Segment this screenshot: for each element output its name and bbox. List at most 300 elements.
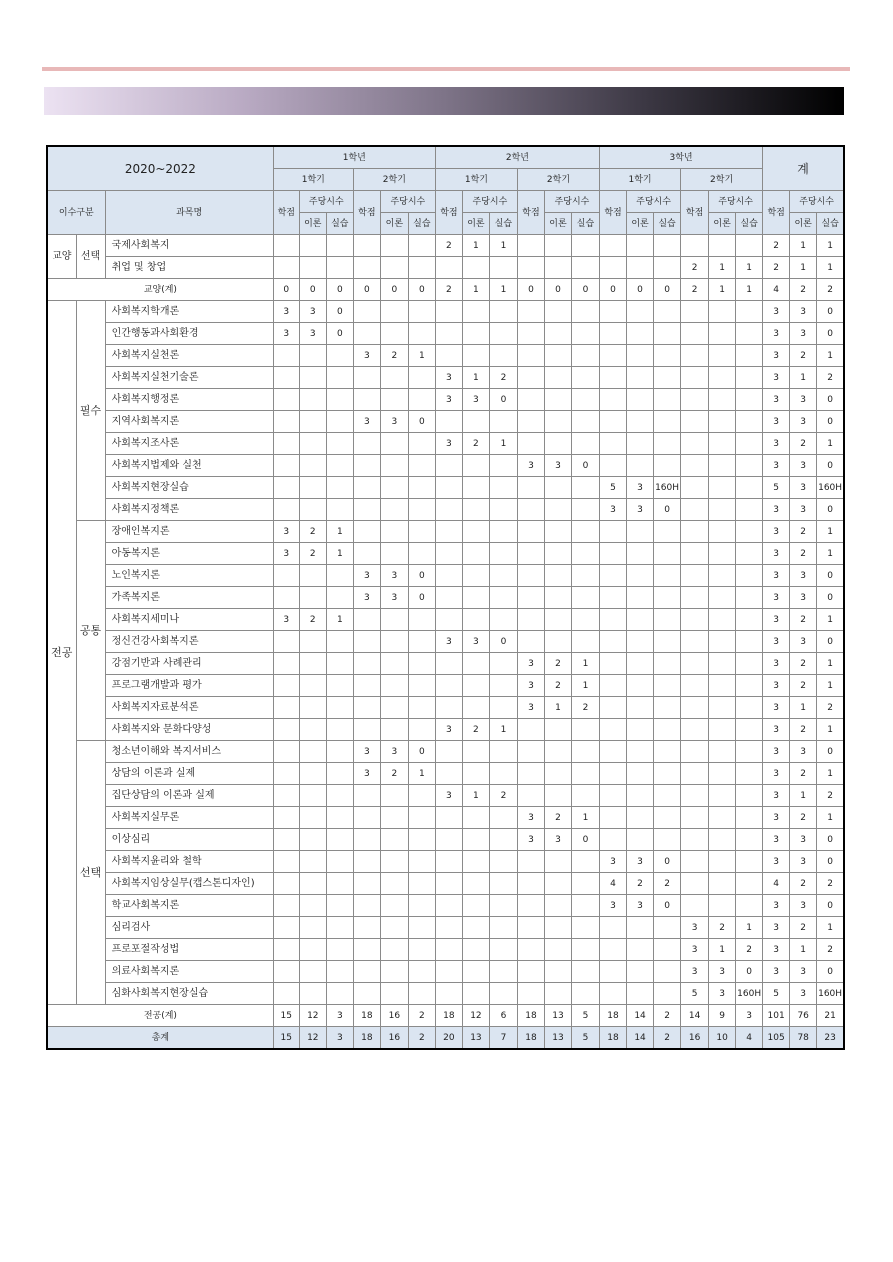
value-cell (544, 235, 571, 257)
table-row (47, 499, 844, 521)
table-row (47, 763, 844, 785)
value-cell: 3 (273, 543, 299, 565)
value-cell: 3 (273, 521, 299, 543)
value-cell: 0 (817, 895, 844, 917)
value-cell: 3 (790, 895, 817, 917)
value-cell (627, 829, 654, 851)
value-cell (353, 235, 380, 257)
value-cell (600, 543, 627, 565)
value-cell: 3 (600, 499, 627, 521)
value-cell: 0 (817, 961, 844, 983)
value-cell (489, 851, 517, 873)
value-cell (571, 609, 599, 631)
value-cell: 3 (790, 323, 817, 345)
value-cell (600, 565, 627, 587)
value-cell (273, 499, 299, 521)
value-cell: 14 (681, 1005, 709, 1027)
value-cell (681, 433, 709, 455)
value-cell (736, 587, 763, 609)
value-cell (681, 719, 709, 741)
value-cell (544, 763, 571, 785)
course-name: 취업 및 창업 (105, 257, 273, 279)
value-cell (627, 521, 654, 543)
value-cell (600, 939, 627, 961)
value-cell (681, 411, 709, 433)
value-cell (353, 697, 380, 719)
value-cell: 1 (790, 257, 817, 279)
theory-header: 이론 (627, 213, 654, 235)
value-cell: 2 (736, 939, 763, 961)
value-cell: 3 (380, 741, 408, 763)
value-cell (709, 719, 736, 741)
value-cell (462, 323, 489, 345)
value-cell: 2 (763, 235, 790, 257)
value-cell (600, 741, 627, 763)
value-cell (654, 675, 681, 697)
value-cell (326, 587, 353, 609)
value-cell: 2 (790, 433, 817, 455)
value-cell (709, 851, 736, 873)
value-cell (353, 477, 380, 499)
value-cell: 1 (709, 257, 736, 279)
value-cell (462, 983, 489, 1005)
value-cell: 0 (408, 741, 435, 763)
course-name: 강점기반과 사례관리 (105, 653, 273, 675)
value-cell: 2 (790, 873, 817, 895)
value-cell (326, 741, 353, 763)
value-cell (517, 433, 544, 455)
value-cell (681, 345, 709, 367)
value-cell (544, 367, 571, 389)
value-cell: 160H (817, 477, 844, 499)
value-cell (517, 741, 544, 763)
value-cell (654, 719, 681, 741)
value-cell (736, 235, 763, 257)
value-cell (408, 389, 435, 411)
subcategory-seontaek: 선택 (76, 235, 105, 279)
value-cell (571, 917, 599, 939)
value-cell: 1 (736, 279, 763, 301)
value-cell (273, 807, 299, 829)
value-cell (654, 763, 681, 785)
value-cell: 5 (571, 1005, 599, 1027)
value-cell (408, 829, 435, 851)
course-header: 과목명 (105, 191, 273, 235)
value-cell: 3 (517, 829, 544, 851)
value-cell (517, 521, 544, 543)
value-cell (462, 499, 489, 521)
table-row (47, 543, 844, 565)
value-cell: 3 (462, 631, 489, 653)
value-cell (380, 367, 408, 389)
value-cell (736, 763, 763, 785)
value-cell: 3 (763, 367, 790, 389)
value-cell (408, 521, 435, 543)
value-cell (654, 917, 681, 939)
value-cell: 2 (790, 653, 817, 675)
value-cell: 2 (817, 873, 844, 895)
value-cell: 3 (790, 631, 817, 653)
category-jeongong: 전공 (47, 301, 76, 1005)
value-cell (326, 917, 353, 939)
value-cell: 0 (817, 565, 844, 587)
value-cell: 18 (353, 1027, 380, 1050)
value-cell: 3 (709, 961, 736, 983)
value-cell (654, 389, 681, 411)
value-cell (627, 785, 654, 807)
value-cell (681, 455, 709, 477)
value-cell: 3 (600, 895, 627, 917)
value-cell: 0 (736, 961, 763, 983)
value-cell: 3 (763, 345, 790, 367)
value-cell (544, 961, 571, 983)
value-cell (408, 631, 435, 653)
value-cell (435, 653, 462, 675)
value-cell: 0 (817, 455, 844, 477)
value-cell: 3 (517, 697, 544, 719)
credit-header: 학점 (273, 191, 299, 235)
value-cell: 3 (763, 499, 790, 521)
value-cell: 3 (763, 917, 790, 939)
value-cell (435, 477, 462, 499)
course-name: 사회복지세미나 (105, 609, 273, 631)
value-cell (681, 631, 709, 653)
value-cell (600, 301, 627, 323)
value-cell (627, 983, 654, 1005)
value-cell: 3 (627, 477, 654, 499)
value-cell (489, 345, 517, 367)
value-cell (489, 587, 517, 609)
value-cell: 76 (790, 1005, 817, 1027)
value-cell: 3 (790, 565, 817, 587)
value-cell: 3 (435, 785, 462, 807)
value-cell (380, 433, 408, 455)
course-name: 교양(계) (47, 279, 273, 301)
value-cell (380, 873, 408, 895)
course-name: 지역사회복지론 (105, 411, 273, 433)
weekly-hours-header: 주당시수 (544, 191, 599, 213)
value-cell (353, 389, 380, 411)
value-cell (709, 389, 736, 411)
value-cell (736, 609, 763, 631)
value-cell (435, 939, 462, 961)
value-cell (709, 499, 736, 521)
table-row (47, 631, 844, 653)
value-cell (654, 257, 681, 279)
value-cell (571, 543, 599, 565)
value-cell (544, 983, 571, 1005)
value-cell: 4 (763, 873, 790, 895)
value-cell (654, 631, 681, 653)
value-cell: 78 (790, 1027, 817, 1050)
value-cell (489, 521, 517, 543)
value-cell: 2 (790, 521, 817, 543)
category-gyoyang: 교양 (47, 235, 76, 279)
value-cell: 0 (299, 279, 326, 301)
value-cell: 3 (790, 455, 817, 477)
value-cell (544, 433, 571, 455)
value-cell: 5 (763, 983, 790, 1005)
table-row (47, 741, 844, 763)
value-cell: 1 (790, 785, 817, 807)
value-cell (517, 895, 544, 917)
value-cell (709, 609, 736, 631)
value-cell (654, 323, 681, 345)
value-cell (544, 565, 571, 587)
course-name: 프로포절작성법 (105, 939, 273, 961)
value-cell (627, 455, 654, 477)
value-cell (736, 807, 763, 829)
credit-header: 학점 (600, 191, 627, 235)
value-cell: 3 (380, 411, 408, 433)
value-cell: 3 (763, 675, 790, 697)
value-cell: 1 (462, 235, 489, 257)
value-cell (571, 939, 599, 961)
table-row (47, 367, 844, 389)
course-name: 심화사회복지현장실습 (105, 983, 273, 1005)
value-cell (736, 895, 763, 917)
value-cell (353, 543, 380, 565)
value-cell (435, 499, 462, 521)
value-cell (544, 631, 571, 653)
value-cell (299, 741, 326, 763)
value-cell (380, 785, 408, 807)
value-cell: 0 (817, 587, 844, 609)
value-cell (517, 323, 544, 345)
value-cell (736, 829, 763, 851)
value-cell (571, 719, 599, 741)
value-cell (273, 917, 299, 939)
value-cell (544, 499, 571, 521)
weekly-hours-header: 주당시수 (299, 191, 353, 213)
value-cell (326, 631, 353, 653)
course-name: 의료사회복지론 (105, 961, 273, 983)
value-cell (326, 829, 353, 851)
value-cell (681, 697, 709, 719)
value-cell: 1 (790, 367, 817, 389)
value-cell (462, 675, 489, 697)
value-cell (299, 961, 326, 983)
value-cell (380, 829, 408, 851)
value-cell: 0 (380, 279, 408, 301)
value-cell (736, 851, 763, 873)
value-cell (736, 345, 763, 367)
value-cell (517, 477, 544, 499)
value-cell (489, 873, 517, 895)
value-cell (326, 477, 353, 499)
value-cell (600, 829, 627, 851)
value-cell (489, 961, 517, 983)
value-cell (299, 851, 326, 873)
value-cell: 18 (353, 1005, 380, 1027)
value-cell (299, 367, 326, 389)
value-cell (544, 873, 571, 895)
value-cell (654, 455, 681, 477)
practice-header: 실습 (736, 213, 763, 235)
value-cell: 2 (462, 433, 489, 455)
value-cell (299, 939, 326, 961)
value-cell (600, 235, 627, 257)
value-cell (435, 741, 462, 763)
value-cell: 0 (817, 829, 844, 851)
value-cell (489, 895, 517, 917)
value-cell (571, 345, 599, 367)
value-cell: 3 (681, 917, 709, 939)
value-cell (273, 367, 299, 389)
value-cell (299, 785, 326, 807)
value-cell (600, 983, 627, 1005)
value-cell: 2 (489, 785, 517, 807)
value-cell (654, 565, 681, 587)
value-cell (462, 587, 489, 609)
value-cell (435, 763, 462, 785)
value-cell: 2 (790, 279, 817, 301)
value-cell (273, 763, 299, 785)
value-cell: 2 (790, 719, 817, 741)
value-cell: 2 (681, 257, 709, 279)
value-cell (299, 389, 326, 411)
value-cell (681, 895, 709, 917)
value-cell (326, 653, 353, 675)
value-cell (600, 697, 627, 719)
table-row (47, 301, 844, 323)
value-cell (462, 807, 489, 829)
value-cell: 3 (790, 389, 817, 411)
value-cell: 5 (681, 983, 709, 1005)
value-cell (489, 983, 517, 1005)
value-cell (736, 543, 763, 565)
value-cell (353, 961, 380, 983)
value-cell: 2 (790, 345, 817, 367)
value-cell (408, 499, 435, 521)
value-cell: 0 (408, 565, 435, 587)
value-cell (462, 345, 489, 367)
value-cell: 4 (763, 279, 790, 301)
value-cell: 3 (435, 719, 462, 741)
value-cell (326, 939, 353, 961)
value-cell: 2 (571, 697, 599, 719)
value-cell (326, 411, 353, 433)
value-cell (435, 257, 462, 279)
value-cell: 1 (736, 257, 763, 279)
value-cell (380, 323, 408, 345)
table-row (47, 235, 844, 257)
value-cell (627, 697, 654, 719)
value-cell (571, 367, 599, 389)
value-cell (326, 235, 353, 257)
value-cell: 3 (790, 829, 817, 851)
value-cell (408, 697, 435, 719)
value-cell (408, 939, 435, 961)
value-cell: 2 (380, 345, 408, 367)
value-cell (408, 807, 435, 829)
value-cell (544, 257, 571, 279)
value-cell: 18 (600, 1027, 627, 1050)
value-cell (273, 873, 299, 895)
value-cell: 1 (709, 279, 736, 301)
value-cell (571, 983, 599, 1005)
year3-header: 3학년 (600, 146, 763, 169)
value-cell (380, 895, 408, 917)
value-cell: 2 (654, 1005, 681, 1027)
value-cell (435, 411, 462, 433)
value-cell: 3 (462, 389, 489, 411)
course-name: 상담의 이론과 실제 (105, 763, 273, 785)
value-cell: 160H (654, 477, 681, 499)
value-cell (353, 653, 380, 675)
value-cell (299, 697, 326, 719)
value-cell: 0 (273, 279, 299, 301)
table-row (47, 587, 844, 609)
value-cell (435, 961, 462, 983)
credit-header: 학점 (763, 191, 790, 235)
total-header: 계 (763, 146, 844, 191)
value-cell (353, 939, 380, 961)
course-name: 장애인복지론 (105, 521, 273, 543)
credit-header: 학점 (435, 191, 462, 235)
value-cell: 3 (273, 301, 299, 323)
value-cell (353, 785, 380, 807)
value-cell (681, 829, 709, 851)
value-cell (600, 433, 627, 455)
value-cell (462, 653, 489, 675)
value-cell (462, 697, 489, 719)
practice-header: 실습 (408, 213, 435, 235)
value-cell: 3 (544, 829, 571, 851)
value-cell (380, 521, 408, 543)
value-cell: 0 (817, 499, 844, 521)
practice-header: 실습 (654, 213, 681, 235)
value-cell (709, 301, 736, 323)
value-cell: 3 (790, 499, 817, 521)
value-cell (517, 873, 544, 895)
value-cell (273, 719, 299, 741)
value-cell: 0 (654, 499, 681, 521)
value-cell (571, 323, 599, 345)
value-cell (709, 411, 736, 433)
value-cell: 2 (544, 807, 571, 829)
value-cell: 3 (380, 565, 408, 587)
value-cell (517, 411, 544, 433)
value-cell (299, 653, 326, 675)
value-cell: 3 (627, 851, 654, 873)
value-cell (681, 675, 709, 697)
value-cell: 3 (763, 521, 790, 543)
value-cell (571, 565, 599, 587)
value-cell (736, 631, 763, 653)
value-cell: 2 (408, 1027, 435, 1050)
practice-header: 실습 (326, 213, 353, 235)
course-name: 사회복지현장실습 (105, 477, 273, 499)
value-cell (627, 257, 654, 279)
value-cell: 3 (353, 587, 380, 609)
table-row (47, 411, 844, 433)
value-cell (273, 961, 299, 983)
value-cell (326, 851, 353, 873)
value-cell: 3 (681, 939, 709, 961)
value-cell (600, 609, 627, 631)
value-cell (544, 917, 571, 939)
value-cell (681, 235, 709, 257)
value-cell (299, 565, 326, 587)
value-cell: 13 (544, 1027, 571, 1050)
value-cell (353, 257, 380, 279)
value-cell: 3 (600, 851, 627, 873)
value-cell (353, 829, 380, 851)
value-cell: 2 (435, 279, 462, 301)
practice-header: 실습 (489, 213, 517, 235)
course-name: 가족복지론 (105, 587, 273, 609)
